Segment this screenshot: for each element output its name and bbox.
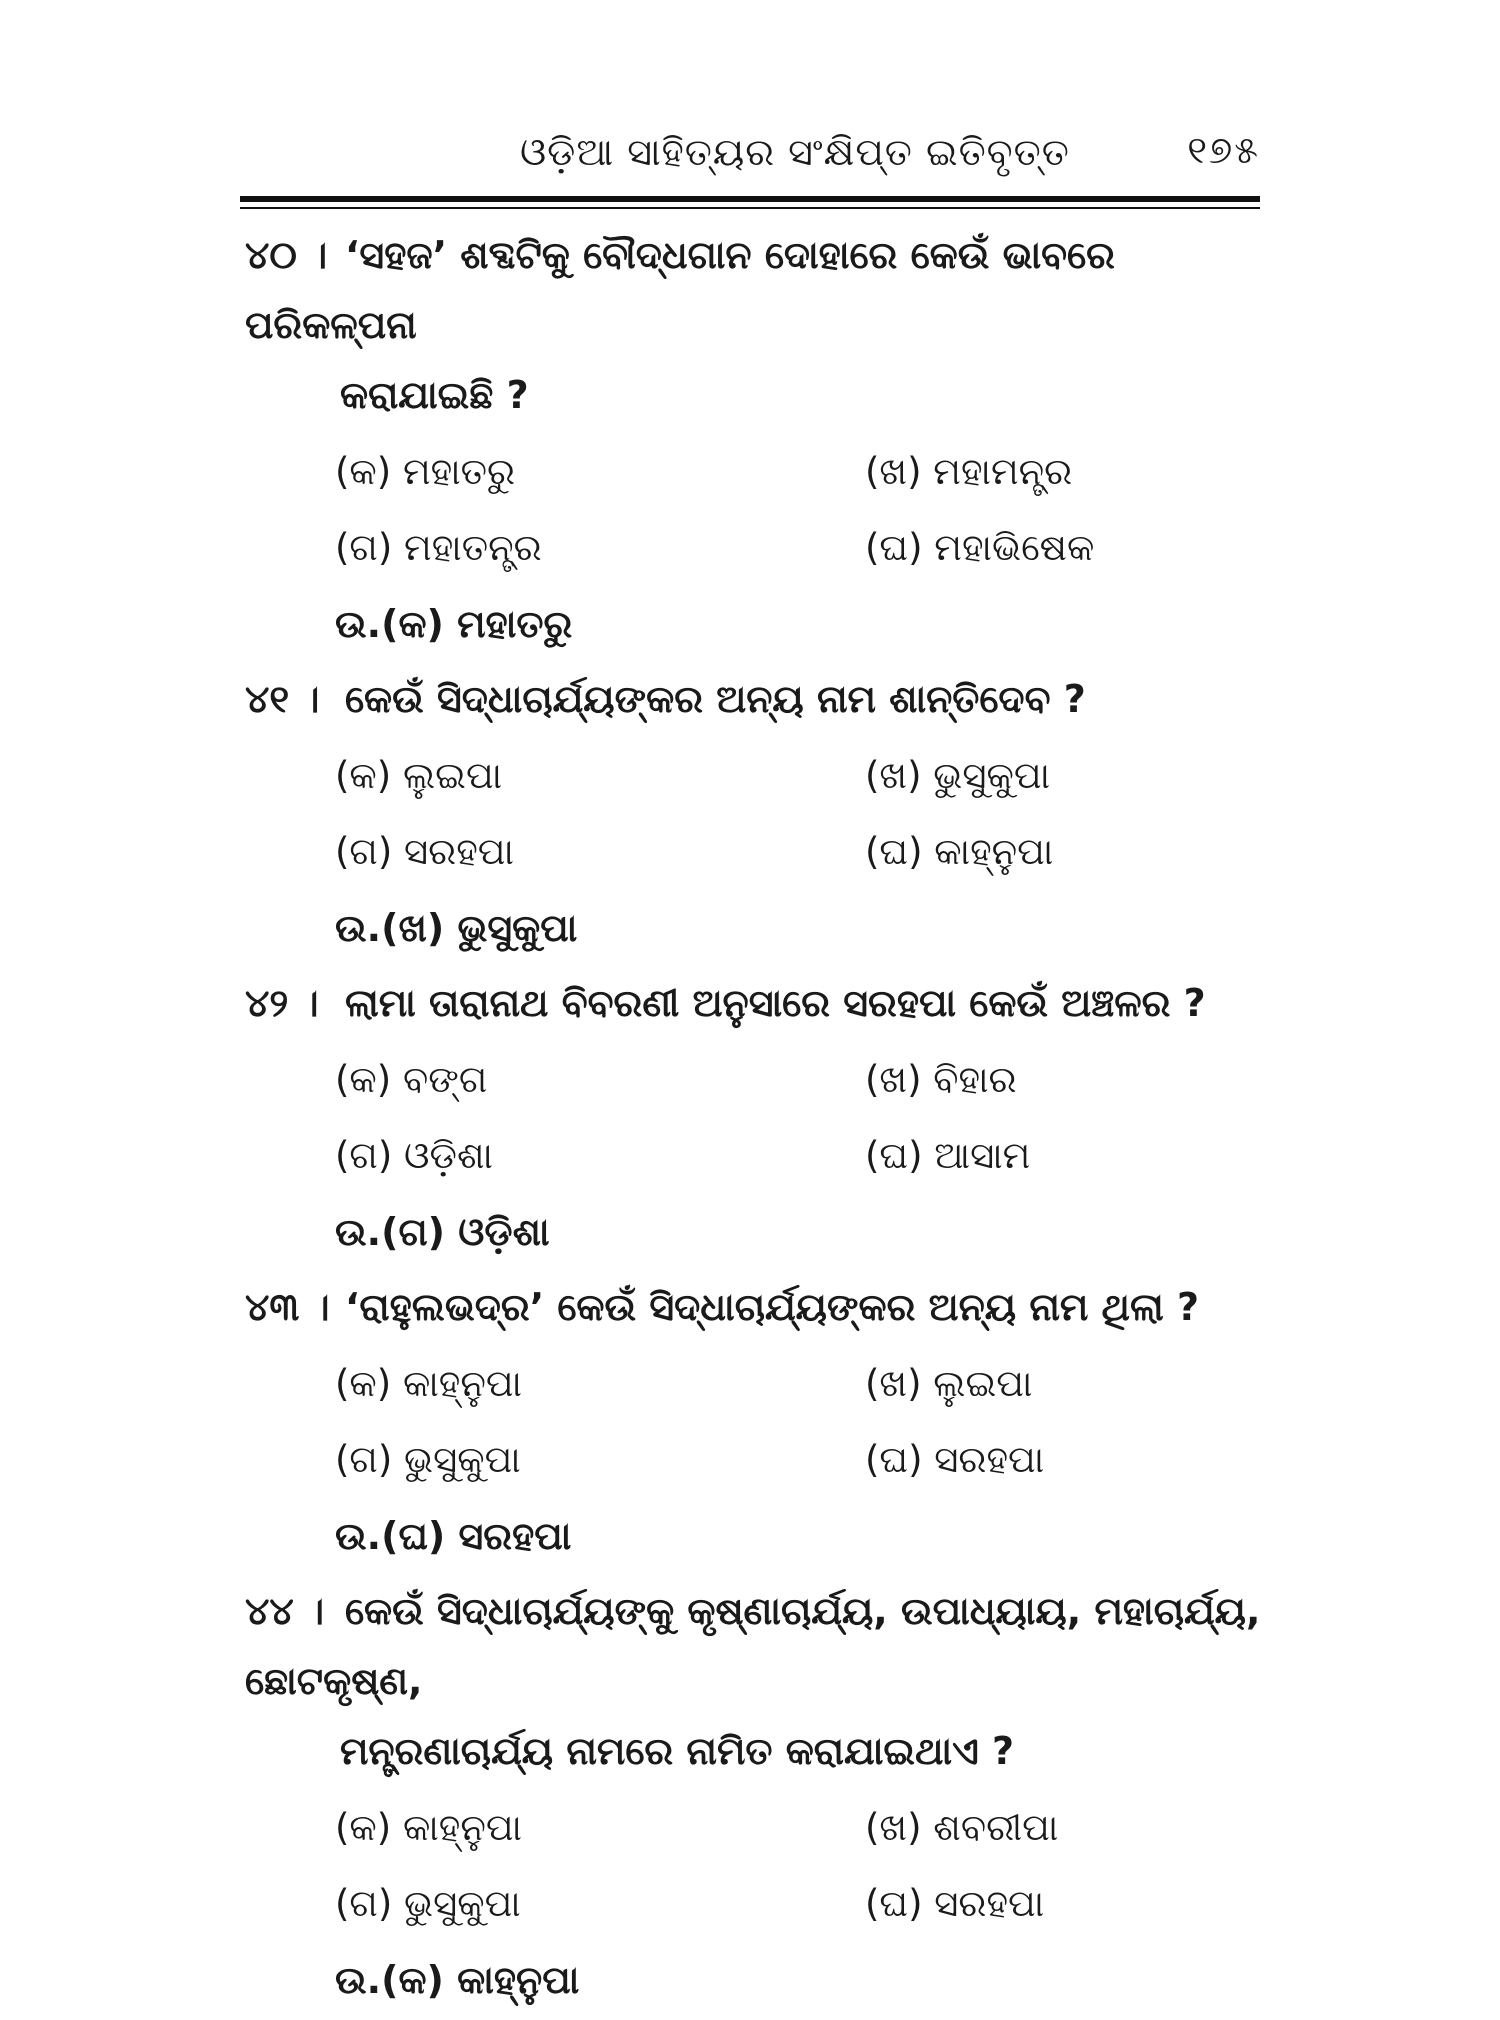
answer: ଉ.(ଖ) ଭୁସୁକୁପା (335, 906, 578, 950)
options (245, 1790, 1285, 1942)
header-rule-thin (240, 207, 1260, 209)
question-text-continued: ମନ୍ତ୍ରଣାଚାର୍ଯ୍ୟ ନାମରେ ନାମିତ କରାଯାଇଥାଏ ? (340, 1729, 1015, 1773)
options (245, 1042, 1285, 1194)
option-kha: (ଖ) ଶବରୀପା (865, 1806, 1059, 1849)
option-ka: (କ) କାହ୍ନୁପା (335, 1806, 522, 1849)
question-40 (245, 220, 1285, 662)
answer: ଉ.(କ) ମହାତରୁ (335, 602, 573, 646)
option-gha: (ଘ) ମହାଭିଷେକ (865, 526, 1095, 569)
question-text-continued: କରାଯାଇଛି ? (340, 373, 529, 417)
option-kha: (ଖ) ଲୁଇପା (865, 1362, 1033, 1405)
question-number: ୪୩ । (245, 1285, 330, 1329)
option-kha: (ଖ) ବିହାର (865, 1058, 1017, 1101)
question-number: ୪୧ । (245, 677, 320, 721)
option-ga: (ଗ) ମହାତନ୍ତ୍ର (335, 526, 542, 569)
option-ka: (କ) ଲୁଇପା (335, 754, 503, 797)
question-text: ‘ରାହୁଲଭଦ୍ର’ କେଉଁ ସିଦ୍ଧାଚାର୍ଯ୍ୟଙ୍କର ଅନ୍ୟ ନାମ ଥିଲା ? (345, 1285, 1200, 1329)
question-text: କେଉଁ ସିଦ୍ଧାଚାର୍ଯ୍ୟଙ୍କୁ କୃଷ୍ଣାଚାର୍ଯ୍ୟ, ଉପାଧ୍ୟାୟ, ମହାଚାର୍ଯ୍ୟ, ଛୋଟକୃଷ୍ଣ, (245, 1589, 1261, 1703)
question-list (245, 220, 1285, 2020)
question-44 (245, 1576, 1285, 2018)
question-number: ୪୦ । (245, 233, 328, 277)
option-ga: (ଗ) ସରହପା (335, 830, 514, 873)
question-text: କେଉଁ ସିଦ୍ଧାଚାର୍ଯ୍ୟଙ୍କର ଅନ୍ୟ ନାମ ଶାନ୍ତିଦେବ ? (345, 677, 1086, 721)
options (245, 434, 1285, 586)
option-ka: (କ) କାହ୍ନୁପା (335, 1362, 522, 1405)
page-number: ୧୭୫ (1187, 128, 1260, 172)
option-ga: (ଗ) ଓଡ଼ିଶା (335, 1134, 493, 1177)
option-gha: (ଘ) ଆସାମ (865, 1134, 1031, 1177)
question-text: ଲାମା ତାରାନାଥ ବିବରଣୀ ଅନୁସାରେ ସରହପା କେଉଁ ଅଞ୍ଚଳର ? (345, 981, 1206, 1025)
option-ka: (କ) ବଙ୍ଗ (335, 1058, 488, 1101)
header-rule-thick (240, 196, 1260, 202)
option-kha: (ଖ) ଭୁସୁକୁପା (865, 754, 1051, 797)
option-ga: (ଗ) ଭୁସୁକୁପା (335, 1882, 521, 1925)
options (245, 738, 1285, 890)
options (245, 1346, 1285, 1498)
question-43 (245, 1272, 1285, 1574)
option-kha: (ଖ) ମହାମନ୍ତ୍ର (865, 450, 1073, 493)
option-gha: (ଘ) କାହ୍ନୁପା (865, 830, 1054, 873)
option-ka: (କ) ମହାତରୁ (335, 450, 516, 493)
question-number: ୪୨ । (245, 981, 319, 1025)
option-ga: (ଗ) ଭୁସୁକୁପା (335, 1438, 521, 1481)
question-41 (245, 664, 1285, 966)
option-gha: (ଘ) ସରହପା (865, 1882, 1045, 1925)
page-header-title: ଓଡ଼ିଆ ସାହିତ୍ୟର ସଂକ୍ଷିପ୍ତ ଇତିବୃତ୍ତ (520, 130, 1070, 174)
answer: ଉ.(ଗ) ଓଡ଼ିଶା (335, 1210, 550, 1254)
option-gha: (ଘ) ସରହପା (865, 1438, 1045, 1481)
answer: ଉ.(କ) କାହ୍ନୁପା (335, 1958, 580, 2002)
page-header (240, 110, 1260, 200)
question-text: ‘ସହଜ’ ଶବ୍ଦଟିକୁ ବୌଦ୍ଧଗାନ ଦୋହାରେ କେଉଁ ଭାବରେ ପରିକଳ୍ପନା (245, 233, 1115, 347)
question-42 (245, 968, 1285, 1270)
answer: ଉ.(ଘ) ସରହପା (335, 1514, 572, 1558)
question-number: ୪୪ । (245, 1589, 325, 1633)
